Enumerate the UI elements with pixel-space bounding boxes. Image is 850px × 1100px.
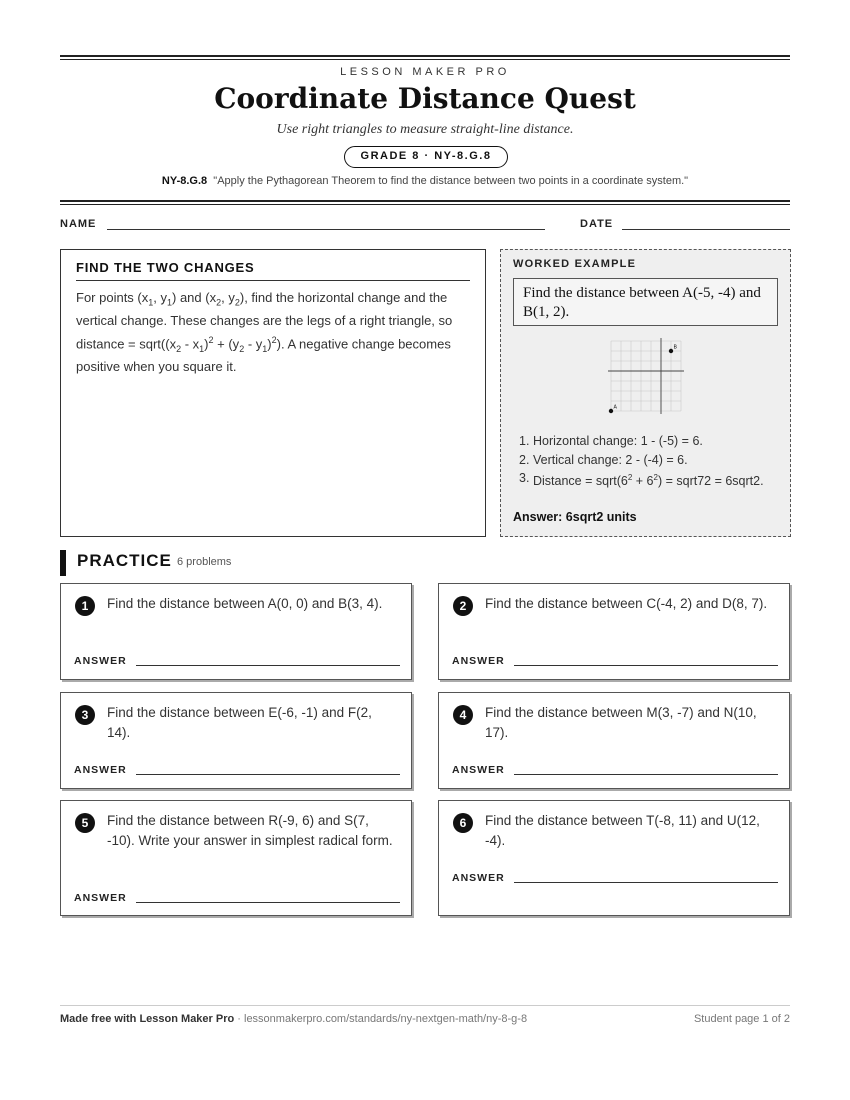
answer-line[interactable] bbox=[514, 665, 778, 666]
answer-line[interactable] bbox=[136, 902, 400, 903]
worked-example-steps bbox=[519, 432, 779, 491]
problem-number: 6 bbox=[453, 813, 473, 833]
coordinate-graph bbox=[601, 338, 693, 428]
footer-credit: Made free with Lesson Maker Pro · lessonmakerpro.com/standards/ny-nextgen-math/ny-8-g-8 bbox=[60, 1013, 528, 1025]
grade-badge: GRADE 8 · NY-8.G.8 bbox=[344, 146, 508, 168]
name-label: NAME bbox=[60, 218, 97, 230]
problem-text: Find the distance between E(-6, -1) and F(2, 14). bbox=[107, 705, 372, 740]
changes-heading: FIND THE TWO CHANGES bbox=[76, 260, 470, 281]
step-item: 3. Distance = $sqrt(6^2 + 6^2)$ = sqrt72 = 6sqrt2. bbox=[519, 471, 764, 489]
worked-example-problem: Find the distance between A(-5, -4) and B(1, 2). bbox=[513, 278, 778, 326]
header-bottom-double-rule bbox=[60, 200, 790, 205]
problem-number: 5 bbox=[75, 813, 95, 833]
standard-code: NY-8.G.8 bbox=[161, 175, 208, 187]
problem-number: 2 bbox=[453, 596, 473, 616]
top-double-rule bbox=[60, 55, 790, 60]
practice-title: PRACTICE bbox=[77, 551, 172, 570]
answer-label: ANSWER bbox=[74, 892, 127, 904]
problem-card-3 bbox=[60, 692, 412, 789]
date-field-line[interactable] bbox=[622, 229, 790, 230]
footer-url[interactable]: lessonmakerpro.com/standards/ny-nextgen-math/ny-8-g-8 bbox=[244, 1013, 528, 1025]
answer-line[interactable] bbox=[136, 774, 400, 775]
answer-line[interactable] bbox=[514, 774, 778, 775]
answer-label: ANSWER bbox=[74, 655, 127, 667]
problem-card-4 bbox=[438, 692, 790, 789]
brand-name: LESSON MAKER PRO bbox=[340, 66, 510, 78]
problem-card-2 bbox=[438, 583, 790, 680]
name-field-line[interactable] bbox=[107, 229, 545, 230]
problem-number: 1 bbox=[75, 596, 95, 616]
worked-example-card bbox=[500, 249, 791, 537]
practice-count: 6 problems bbox=[177, 556, 232, 568]
worked-example-answer: Answer: 6sqrt2 units bbox=[513, 510, 637, 524]
problem-text: Find the distance between R(-9, 6) and S(7, -10). Write your answer in simplest radical form. bbox=[107, 813, 393, 848]
answer-label: ANSWER bbox=[452, 655, 505, 667]
problem-text: Find the distance between T(-8, 11) and U(12, -4). bbox=[485, 813, 760, 848]
problem-card-6 bbox=[438, 800, 790, 916]
problem-text: Find the distance between A(0, 0) and B(3, 4). bbox=[107, 596, 383, 611]
answer-line[interactable] bbox=[514, 882, 778, 883]
answer-label: ANSWER bbox=[452, 764, 505, 776]
answer-label: ANSWER bbox=[74, 764, 127, 776]
answer-line[interactable] bbox=[136, 665, 400, 666]
footer-page-number: Student page 1 of 2 bbox=[693, 1013, 790, 1025]
problem-text: Find the distance between M(3, -7) and N(10, 17). bbox=[485, 705, 757, 740]
footer-made-with: Made free with Lesson Maker Pro bbox=[60, 1013, 235, 1025]
problem-number: 4 bbox=[453, 705, 473, 725]
problem-text: Find the distance between C(-4, 2) and D(8, 7). bbox=[485, 596, 768, 611]
date-label: DATE bbox=[580, 218, 614, 230]
standard-statement bbox=[0, 175, 850, 187]
step-item: 2. Vertical change: 2 - (-4) = 6. bbox=[519, 452, 688, 467]
answer-label: ANSWER bbox=[452, 872, 505, 884]
point-label-b: B bbox=[673, 344, 677, 351]
standard-text: "Apply the Pythagorean Theorem to find the distance between two points in a coordinate system." bbox=[213, 175, 689, 187]
page-title: Coordinate Distance Quest bbox=[214, 82, 636, 115]
step-item: 1. Horizontal change: 1 - (-5) = 6. bbox=[519, 434, 703, 448]
changes-body: For points ($x_1$, $y_1$) and ($x_2$, $y_2$), find the horizontal change and the vertical change. These changes are the legs of a right triangle, so distance = $sqrt((x_2 - x_1)^2 + (y_2 - y_1)^2)$. A negative change becomes positive when you square it. bbox=[76, 290, 453, 375]
problem-card-5 bbox=[60, 800, 412, 916]
find-two-changes-card bbox=[60, 249, 486, 537]
problem-card-1 bbox=[60, 583, 412, 680]
problem-number: 3 bbox=[75, 705, 95, 725]
practice-accent-bar bbox=[60, 550, 66, 576]
page-subtitle: Use right triangles to measure straight-line distance. bbox=[276, 122, 574, 137]
point-label-a: A bbox=[613, 404, 617, 411]
footer-rule bbox=[60, 1005, 790, 1006]
worked-example-heading: WORKED EXAMPLE bbox=[513, 258, 637, 270]
